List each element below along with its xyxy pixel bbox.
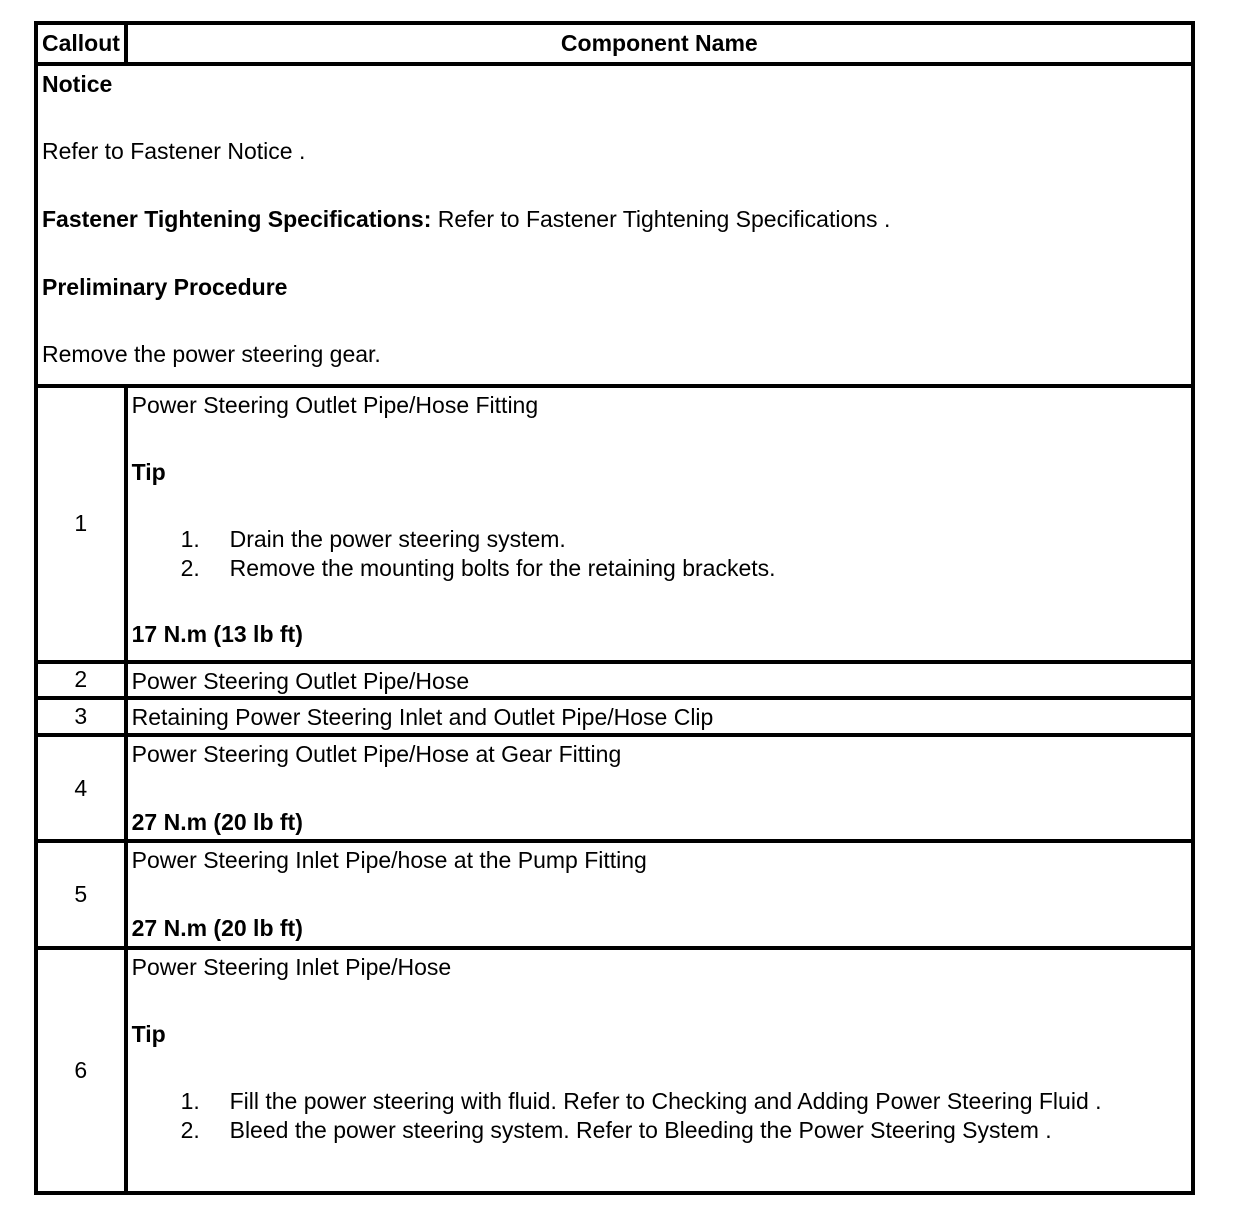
component-name: Power Steering Inlet Pipe/hose at the Pump Fitting bbox=[131, 847, 647, 874]
tip-steps bbox=[132, 1087, 1187, 1145]
step-number: 1. bbox=[180, 525, 200, 552]
tip-steps bbox=[132, 525, 1187, 583]
component-name: Power Steering Outlet Pipe/Hose at Gear Fitting bbox=[131, 741, 622, 768]
step-text: Fill the power steering with fluid. Refer to Checking and Adding Power Steering Fluid . bbox=[229, 1087, 1102, 1114]
tip-label: Tip bbox=[131, 459, 166, 486]
table-row bbox=[36, 735, 1193, 841]
header-row bbox=[36, 23, 1193, 64]
list-item bbox=[132, 554, 1187, 583]
callout-cell: 5 bbox=[36, 841, 126, 947]
torque-spec: 27 N.m (20 lb ft) bbox=[131, 808, 303, 835]
fastener-spec-label: Fastener Tightening Specifications: bbox=[42, 206, 432, 233]
component-table bbox=[34, 21, 1195, 1195]
step-text: Drain the power steering system. bbox=[229, 525, 566, 552]
table-row bbox=[36, 948, 1193, 1193]
component-name: Retaining Power Steering Inlet and Outlet Pipe/Hose Clip bbox=[131, 704, 714, 731]
torque-spec: 27 N.m (20 lb ft) bbox=[131, 915, 303, 942]
table-row bbox=[36, 841, 1193, 947]
component-name: Power Steering Inlet Pipe/Hose bbox=[131, 953, 452, 980]
fastener-spec-line bbox=[42, 206, 1187, 234]
table-row bbox=[36, 386, 1193, 662]
preliminary-title: Preliminary Procedure bbox=[42, 273, 288, 300]
table-row bbox=[36, 662, 1193, 699]
callout-cell: 1 bbox=[36, 386, 126, 662]
step-number: 1. bbox=[180, 1087, 200, 1114]
component-cell bbox=[126, 662, 1193, 699]
callout-cell: 3 bbox=[36, 698, 126, 735]
component-cell bbox=[126, 386, 1193, 662]
callout-cell: 4 bbox=[36, 735, 126, 841]
list-item bbox=[132, 1087, 1187, 1116]
callout-cell: 2 bbox=[36, 662, 126, 699]
notice-title: Notice bbox=[42, 70, 113, 97]
component-cell bbox=[126, 698, 1193, 735]
list-item bbox=[132, 525, 1187, 554]
step-text: Remove the mounting bolts for the retaining brackets. bbox=[229, 554, 776, 581]
step-number: 2. bbox=[180, 554, 200, 581]
header-callout: Callout bbox=[36, 23, 126, 64]
notice-cell bbox=[36, 64, 1193, 386]
component-cell bbox=[126, 948, 1193, 1193]
component-name: Power Steering Outlet Pipe/Hose Fitting bbox=[131, 391, 539, 418]
list-item bbox=[132, 1116, 1187, 1145]
component-cell bbox=[126, 735, 1193, 841]
preliminary-text: Remove the power steering gear. bbox=[42, 341, 381, 368]
fastener-spec-text: Refer to Fastener Tightening Specifications . bbox=[431, 206, 891, 233]
table-row bbox=[36, 698, 1193, 735]
step-number: 2. bbox=[180, 1116, 200, 1143]
tip-label: Tip bbox=[131, 1021, 166, 1048]
header-component-name: Component Name bbox=[126, 23, 1193, 64]
callout-cell: 6 bbox=[36, 948, 126, 1193]
torque-spec: 17 N.m (13 lb ft) bbox=[131, 620, 303, 647]
component-cell bbox=[126, 841, 1193, 947]
component-name: Power Steering Outlet Pipe/Hose bbox=[131, 667, 470, 694]
step-text: Bleed the power steering system. Refer to Bleeding the Power Steering System . bbox=[229, 1116, 1052, 1143]
notice-refer-text: Refer to Fastener Notice . bbox=[42, 138, 306, 165]
notice-row bbox=[36, 64, 1193, 386]
